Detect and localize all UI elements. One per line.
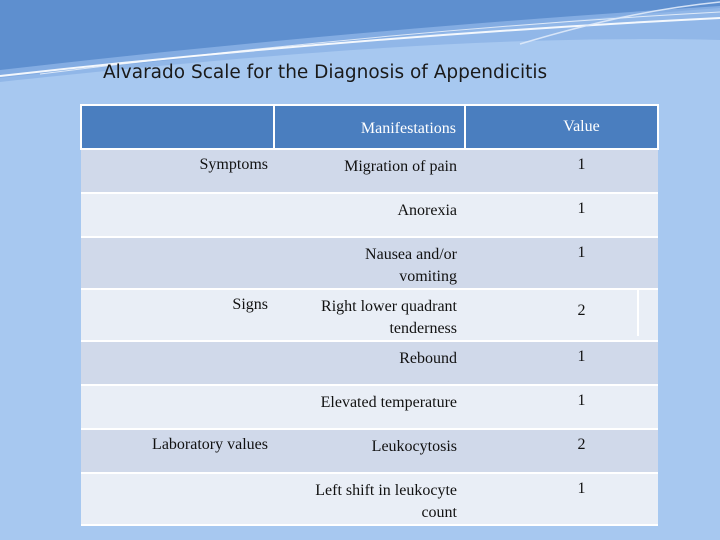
header-manifestations: Manifestations xyxy=(274,105,465,149)
row-manifestation: Anorexia xyxy=(274,193,465,237)
row-category: Signs xyxy=(81,289,274,341)
row-category: Symptoms xyxy=(81,149,274,193)
row-category xyxy=(81,385,274,429)
table-edge-divider xyxy=(637,288,639,336)
row-value: 1 xyxy=(465,385,658,429)
row-manifestation: Left shift in leukocyte count xyxy=(274,473,465,525)
table-row xyxy=(81,385,658,429)
row-value: 1 xyxy=(465,473,658,525)
row-value: 1 xyxy=(465,193,658,237)
header-category xyxy=(81,105,274,149)
table-row xyxy=(81,341,658,385)
table-row xyxy=(81,429,658,473)
row-category: Laboratory values xyxy=(81,429,274,473)
alvarado-table xyxy=(80,104,659,526)
row-category xyxy=(81,193,274,237)
table-row xyxy=(81,237,658,289)
row-value: 2 xyxy=(465,289,658,341)
row-value: 1 xyxy=(465,237,658,289)
row-manifestation: Elevated temperature xyxy=(274,385,465,429)
row-category xyxy=(81,237,274,289)
row-value: 1 xyxy=(465,341,658,385)
table-row xyxy=(81,289,658,341)
row-manifestation: Migration of pain xyxy=(274,149,465,193)
row-category xyxy=(81,473,274,525)
row-value: 2 xyxy=(465,429,658,473)
table-header-row xyxy=(81,105,658,149)
row-manifestation: Right lower quadrant tenderness xyxy=(274,289,465,341)
slide-title: Alvarado Scale for the Diagnosis of Appendicitis xyxy=(103,62,548,83)
header-value: Value xyxy=(465,105,658,149)
row-manifestation: Rebound xyxy=(274,341,465,385)
row-category xyxy=(81,341,274,385)
table-row xyxy=(81,473,658,525)
row-manifestation: Nausea and/or vomiting xyxy=(274,237,465,289)
row-manifestation: Leukocytosis xyxy=(274,429,465,473)
table-row xyxy=(81,149,658,193)
table-row xyxy=(81,193,658,237)
row-value: 1 xyxy=(465,149,658,193)
